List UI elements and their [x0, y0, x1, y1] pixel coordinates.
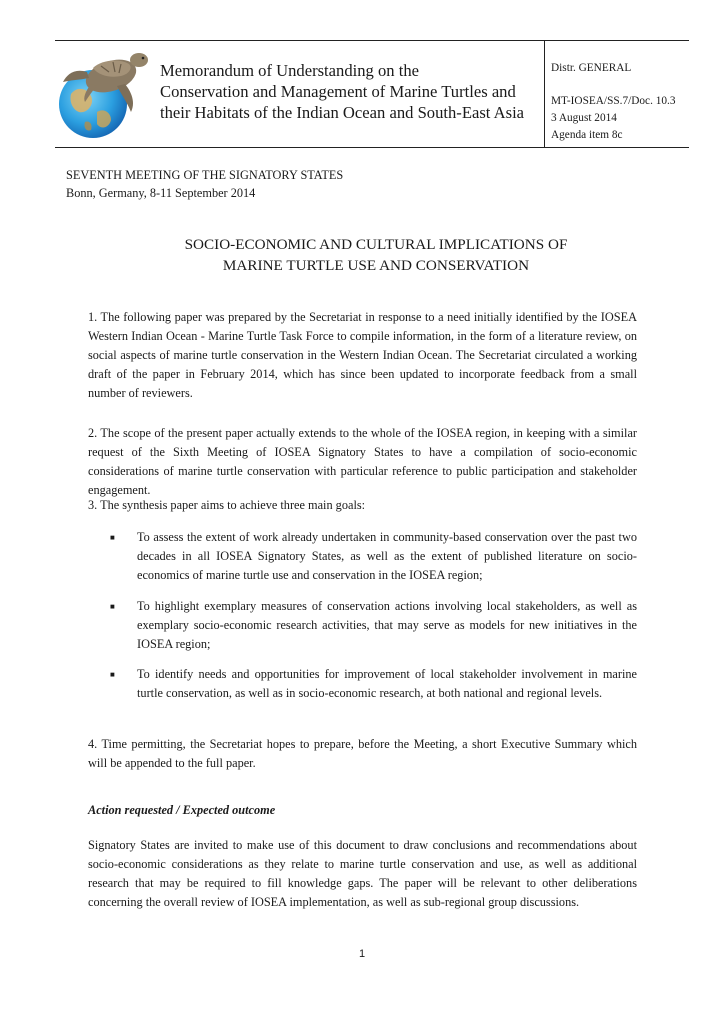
bullet-marker: ■ [110, 602, 115, 611]
bullet-text: To assess the extent of work already undertaken in community-based conservation over the past two decades in all IOSEA Signatory States, as well as the extent of published literature on socio-economics of marine turtle use and conservation in the IOSEA region; [137, 530, 637, 582]
meeting-info [66, 166, 343, 202]
bullet-item [110, 528, 637, 585]
bullet-text: To identify needs and opportunities for improvement of local stakeholder involvement in marine turtle conservation, as well as in socio-economic research, at both national and regional levels. [137, 667, 637, 700]
turtle-globe-logo [57, 42, 153, 142]
meeting-place-date: Bonn, Germany, 8-11 September 2014 [66, 186, 256, 200]
paragraph-2: 2. The scope of the present paper actually extends to the whole of the IOSEA region, in keeping with a similar request of the Sixth Meeting of IOSEA Signatory States to have a compilation of socio-economic considerations of marine turtle conservation with particular reference to public participation and stakeholder engagement. [88, 426, 637, 497]
mou-title-line: Memorandum of Understanding on the [160, 61, 419, 80]
bullet-item [110, 665, 637, 703]
distribution: Distr. GENERAL [551, 62, 632, 74]
mou-title [160, 60, 540, 123]
header-divider [544, 40, 545, 147]
agenda-item: Agenda item 8c [551, 129, 623, 141]
paragraph-4: 4. Time permitting, the Secretariat hopes to prepare, before the Meeting, a short Executive Summary which will be appended to the full paper. [88, 737, 637, 770]
mou-title-line: their Habitats of the Indian Ocean and South-East Asia [160, 103, 525, 122]
bullet-marker: ■ [110, 670, 115, 679]
header-bottom-rule [55, 147, 689, 148]
document-date: 3 August 2014 [551, 112, 617, 124]
page-number: 1 [358, 948, 366, 960]
paragraph-3: 3. The synthesis paper aims to achieve three main goals: [88, 498, 366, 512]
meeting-name: SEVENTH MEETING OF THE SIGNATORY STATES [66, 168, 344, 182]
document-info [551, 60, 691, 144]
action-heading: Action requested / Expected outcome [88, 803, 276, 817]
mou-title-line: Conservation and Management of Marine Turtles and [160, 82, 516, 101]
paragraph-1: 1. The following paper was prepared by the Secretariat in response to a need initially identified by the IOSEA Western Indian Ocean - Marine Turtle Task Force to compile information, in the form of a literature review, on social aspects of marine turtle conservation in the Western Indian Ocean. The Secretariat circulated a working draft of the paper in February 2014, which has since been updated to incorporate feedback from a small number of reviewers. [88, 310, 637, 400]
document-title-line: SOCIO-ECONOMIC AND CULTURAL IMPLICATIONS OF [184, 236, 568, 253]
action-text: Signatory States are invited to make use of this document to draw conclusions and recommendations about socio-economic considerations as they relate to marine turtle conservation and use, as well as additional research that may be required to fill knowledge gaps. The paper will be relevant to other deliberations concerning the overall review of IOSEA implementation, as well as sub-regional group discussions. [88, 838, 637, 909]
document-title [66, 234, 686, 276]
bullet-text: To highlight exemplary measures of conservation actions involving local stakeholders, as well as exemplary socio-economic research activities, that may serve as models for new initiatives in the IOSEA region; [137, 599, 637, 651]
bullet-marker: ■ [110, 533, 115, 542]
header-top-rule [55, 40, 689, 41]
document-title-line: MARINE TURTLE USE AND CONSERVATION [222, 257, 530, 274]
document-symbol: MT-IOSEA/SS.7/Doc. 10.3 [551, 95, 676, 107]
bullet-item [110, 597, 637, 654]
